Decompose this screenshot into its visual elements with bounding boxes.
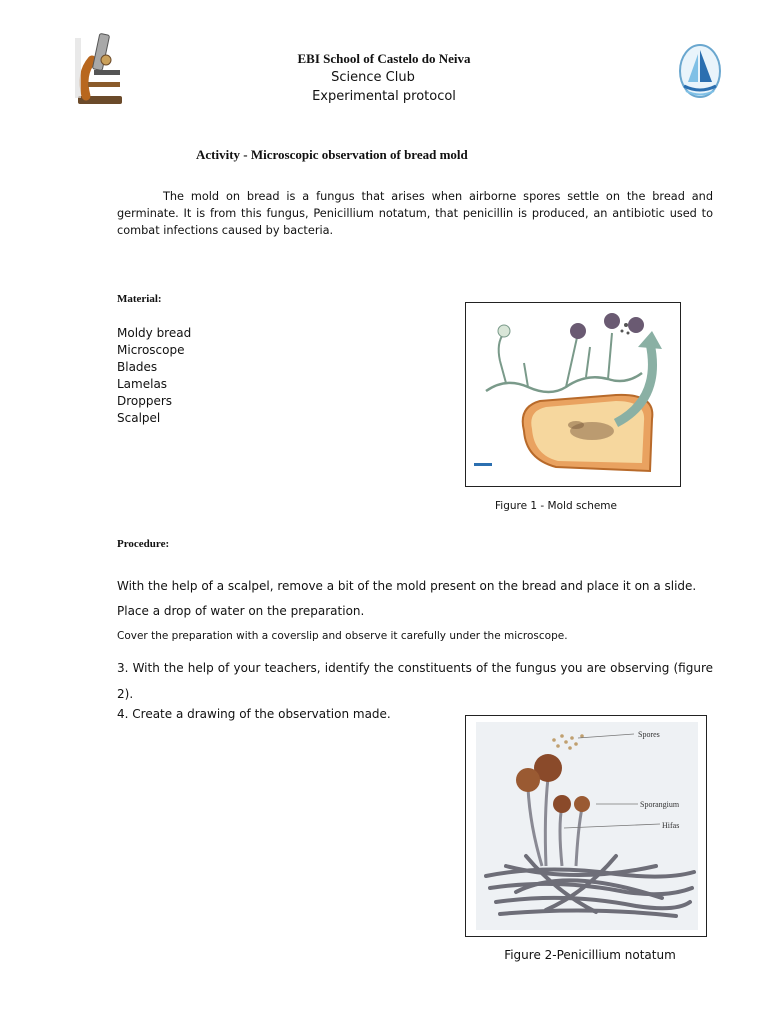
- material-item: Lamelas: [117, 377, 168, 391]
- procedure-step: Place a drop of water on the preparation.: [117, 604, 365, 618]
- procedure-step: 4. Create a drawing of the observation made.: [117, 707, 391, 721]
- material-item: Blades: [117, 360, 158, 374]
- activity-title: Activity - Microscopic observation of bread mold: [196, 147, 468, 162]
- figure-2-penicillium: [465, 715, 707, 937]
- procedure-step: With the help of a scalpel, remove a bit of the mold present on the bread and place it on a slide.: [117, 579, 697, 593]
- procedure-step: Cover the preparation with a coverslip and observe it carefully under the microscope.: [117, 630, 568, 642]
- procedure-heading: Procedure:: [117, 538, 170, 550]
- document-type: Experimental protocol: [312, 89, 456, 104]
- figure-1-mold-scheme: [465, 302, 681, 487]
- material-list: [117, 325, 191, 427]
- material-item: Droppers: [117, 394, 173, 408]
- club-name: Science Club: [331, 70, 415, 85]
- procedure-step: 3. With the help of your teachers, identify the constituents of the fungus you are observing (figure 2).: [117, 661, 713, 701]
- figure-2-caption: Figure 2-Penicillium notatum: [504, 948, 676, 962]
- intro-paragraph: The mold on bread is a fungus that arises when airborne spores settle on the bread and germinate. It is from this fungus, Penicillium notatum, that penicillin is produced, an antibiotic used to combat infections caused by bacteria.: [117, 190, 713, 237]
- school-name: EBI School of Castelo do Neiva: [297, 51, 471, 66]
- label-spores: Spores: [638, 730, 660, 739]
- material-item: Moldy bread: [117, 326, 192, 340]
- material-heading: Material:: [117, 293, 162, 305]
- material-item: Microscope: [117, 343, 185, 357]
- label-hyphae: Hifas: [662, 821, 680, 830]
- figure-1-caption: Figure 1 - Mold scheme: [495, 500, 617, 512]
- material-item: Scalpel: [117, 411, 161, 425]
- label-sporangium: Sporangium: [640, 800, 680, 809]
